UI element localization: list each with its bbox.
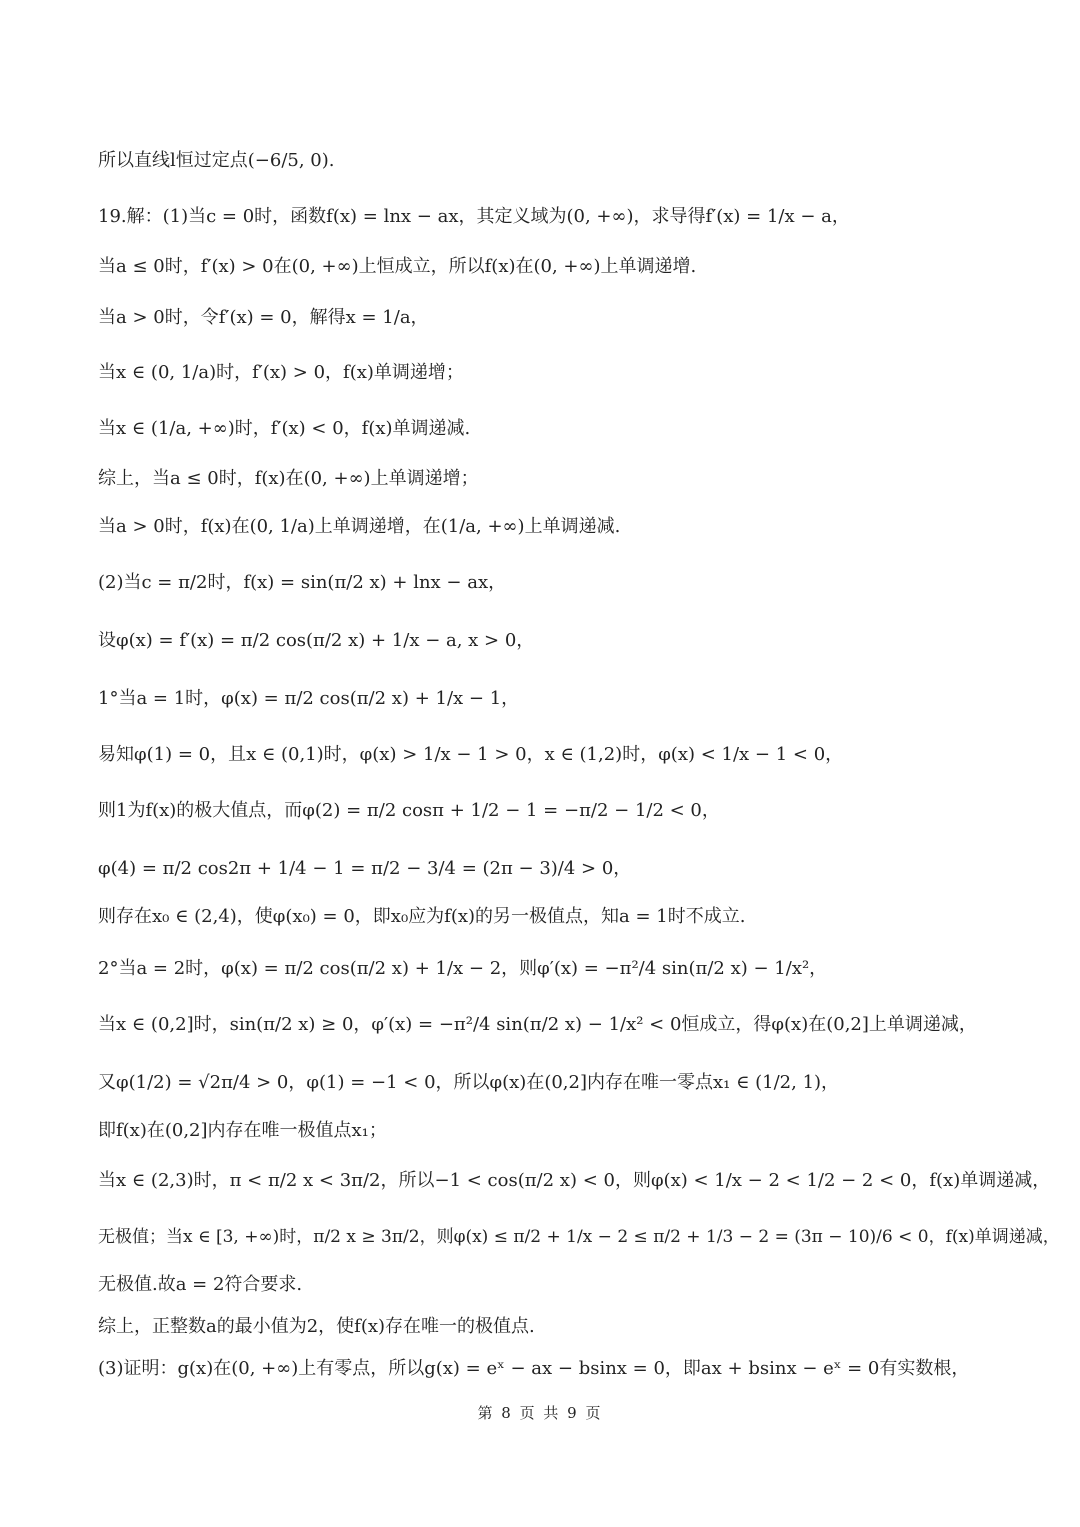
text-line: 当a ≤ 0时，f′(x) > 0在(0, +∞)上恒成立，所以f(x)在(0, +∞)上单调递增. xyxy=(98,256,697,277)
text-line: (2)当c = π/2时，f(x) = sin(π/2 x) + lnx − ax， xyxy=(98,572,507,593)
text-line: 设φ(x) = f′(x) = π/2 cos(π/2 x) + 1/x − a, x > 0， xyxy=(98,630,535,651)
text-line: 综上，正整数a的最小值为2，使f(x)存在唯一的极值点. xyxy=(98,1316,535,1337)
text-line: 1°当a = 1时，φ(x) = π/2 cos(π/2 x) + 1/x − 1， xyxy=(98,688,520,709)
text-line: 19.解：(1)当c = 0时，函数f(x) = lnx − ax，其定义域为(0, +∞)，求导得f′(x) = 1/x − a， xyxy=(98,206,850,227)
text-line: 易知φ(1) = 0，且x ∈ (0,1)时，φ(x) > 1/x − 1 > 0，x ∈ (1,2)时，φ(x) < 1/x − 1 < 0， xyxy=(98,744,844,765)
text-line: 无极值.故a = 2符合要求. xyxy=(98,1274,303,1295)
text-line: 当x ∈ (0, 1/a)时，f′(x) > 0，f(x)单调递增； xyxy=(98,362,464,383)
text-line: 当x ∈ (2,3)时，π < π/2 x < 3π/2，所以−1 < cos(π/2 x) < 0，则φ(x) < 1/x − 2 < 1/2 − 2 < 0，f(x)单调递减， xyxy=(98,1170,1051,1191)
text-line: 当x ∈ (1/a, +∞)时，f′(x) < 0，f(x)单调递减. xyxy=(98,418,471,439)
text-line: 又φ(1/2) = √2π/4 > 0，φ(1) = −1 < 0，所以φ(x)在(0,2]内存在唯一零点x₁ ∈ (1/2, 1)， xyxy=(98,1072,840,1093)
text-line: 所以直线l恒过定点(−6/5, 0). xyxy=(98,150,335,171)
text-line: 2°当a = 2时，φ(x) = π/2 cos(π/2 x) + 1/x − 2，则φ′(x) = −π²/4 sin(π/2 x) − 1/x²， xyxy=(98,958,828,979)
text-line: 当a > 0时，令f′(x) = 0，解得x = 1/a， xyxy=(98,307,429,328)
text-line: 无极值；当x ∈ [3, +∞)时，π/2 x ≥ 3π/2，则φ(x) ≤ π/2 + 1/x − 2 ≤ π/2 + 1/3 − 2 = (3π − 10)/6 < 0，f(x)单调递减， xyxy=(98,1227,1060,1247)
text-line: 即f(x)在(0,2]内存在唯一极值点x₁； xyxy=(98,1120,387,1141)
text-line: 当x ∈ (0,2]时，sin(π/2 x) ≥ 0，φ′(x) = −π²/4 sin(π/2 x) − 1/x² < 0恒成立，得φ(x)在(0,2]上单调递减， xyxy=(98,1014,977,1035)
text-line: 则1为f(x)的极大值点，而φ(2) = π/2 cosπ + 1/2 − 1 = −π/2 − 1/2 < 0， xyxy=(98,800,720,821)
page-footer: 第 8 页 共 9 页 xyxy=(477,1404,603,1422)
text-line: 综上，当a ≤ 0时，f(x)在(0, +∞)上单调递增； xyxy=(98,468,479,489)
text-line: (3)证明：g(x)在(0, +∞)上有零点，所以g(x) = eˣ − ax − bsinx = 0，即ax + bsinx − eˣ = 0有实数根， xyxy=(98,1358,970,1379)
text-line: φ(4) = π/2 cos2π + 1/4 − 1 = π/2 − 3/4 = (2π − 3)/4 > 0， xyxy=(98,858,632,879)
text-line: 当a > 0时，f(x)在(0, 1/a)上单调递增，在(1/a, +∞)上单调递减. xyxy=(98,516,621,537)
text-line: 则存在x₀ ∈ (2,4)，使φ(x₀) = 0，即x₀应为f(x)的另一极值点，知a = 1时不成立. xyxy=(98,906,746,927)
